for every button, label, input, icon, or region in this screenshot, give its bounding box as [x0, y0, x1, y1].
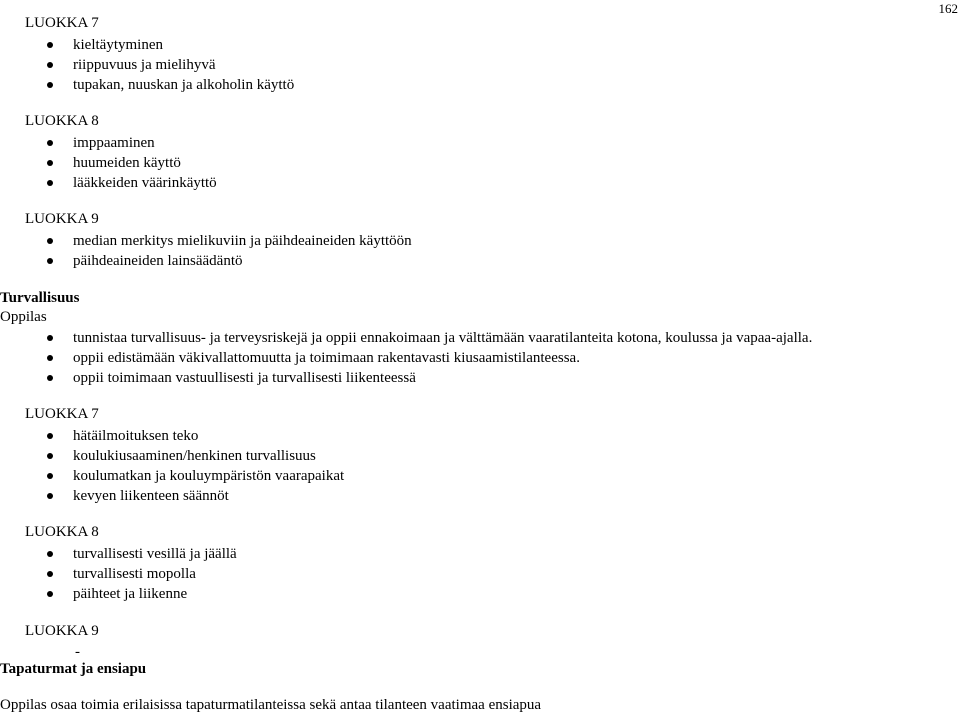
grade-7-title: LUOKKA 7 — [25, 406, 99, 422]
list-item: kieltäytyminen — [73, 37, 163, 53]
bullet-icon — [47, 258, 53, 264]
section-heading-first-aid: Tapaturmat ja ensiapu — [0, 661, 147, 677]
bullet-icon — [47, 375, 53, 381]
bullet-icon — [47, 42, 53, 48]
grade-9-title: LUOKKA 9 — [25, 623, 99, 639]
student-label: Oppilas — [0, 309, 47, 325]
list-item: hätäilmoituksen teko — [73, 428, 199, 444]
page-number: 162 — [938, 1, 958, 16]
bullet-icon — [47, 571, 53, 577]
section-heading-safety: Turvallisuus — [0, 290, 80, 306]
bullet-icon — [47, 160, 53, 166]
bullet-icon — [47, 82, 53, 88]
list-item: turvallisesti vesillä ja jäällä — [73, 546, 237, 562]
list-item: koulumatkan ja kouluympäristön vaarapaikat — [73, 468, 345, 484]
bullet-icon — [47, 433, 53, 439]
list-item: lääkkeiden väärinkäyttö — [73, 175, 217, 191]
bullet-icon — [47, 473, 53, 479]
bullet-icon — [47, 453, 53, 459]
goal-item: tunnistaa turvallisuus- ja terveysriskejä ja oppii ennakoimaan ja välttämään vaaratilanteita kotona, koulussa ja vapaa-ajalla. — [73, 330, 813, 346]
list-item: median merkitys mielikuviin ja päihdeaineiden käyttöön — [73, 233, 412, 249]
bullet-icon — [47, 62, 53, 68]
bullet-icon — [47, 335, 53, 341]
list-item: riippuvuus ja mielihyvä — [73, 57, 216, 73]
goal-item: oppii toimimaan vastuullisesti ja turvallisesti liikenteessä — [73, 370, 416, 386]
bullet-icon — [47, 355, 53, 361]
bullet-icon — [47, 238, 53, 244]
goal-item: oppii edistämään väkivallattomuutta ja toimimaan rakentavasti kiusaamistilanteessa. — [73, 350, 580, 366]
grade-9-title: LUOKKA 9 — [25, 211, 99, 227]
bullet-icon — [47, 551, 53, 557]
list-item: huumeiden käyttö — [73, 155, 181, 171]
grade-7-title: LUOKKA 7 — [25, 15, 99, 31]
list-item: päihdeaineiden lainsäädäntö — [73, 253, 243, 269]
grade-8-title: LUOKKA 8 — [25, 524, 99, 540]
bullet-icon — [47, 591, 53, 597]
list-item: päihteet ja liikenne — [73, 586, 188, 602]
grade-8-title: LUOKKA 8 — [25, 113, 99, 129]
list-item: kevyen liikenteen säännöt — [73, 488, 229, 504]
list-item: turvallisesti mopolla — [73, 566, 196, 582]
bullet-icon — [47, 493, 53, 499]
list-item: tupakan, nuuskan ja alkoholin käyttö — [73, 77, 295, 93]
bullet-icon — [47, 180, 53, 186]
list-item: koulukiusaaminen/henkinen turvallisuus — [73, 448, 316, 464]
list-item: imppaaminen — [73, 135, 155, 151]
bullet-icon — [47, 140, 53, 146]
first-aid-text: Oppilas osaa toimia erilaisissa tapaturmatilanteissa sekä antaa tilanteen vaatimaa ensiapua — [0, 697, 542, 713]
empty-dash: - — [75, 644, 80, 660]
